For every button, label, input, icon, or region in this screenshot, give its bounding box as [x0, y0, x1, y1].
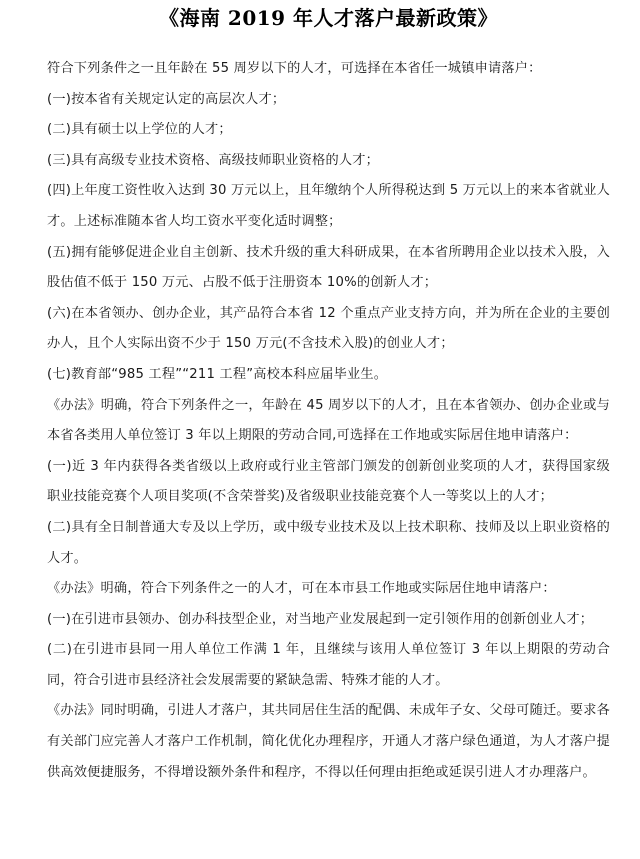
paragraph-item-6: (六)在本省领办、创办企业，其产品符合本省 12 个重点产业支持方向，并为所在企业的主要创办人，且个人实际出资不少于 150 万元(不含技术入股)的创业人才；: [47, 305, 610, 352]
paragraph-item-3-2: (二)在引进市县同一用人单位工作满 1 年，且继续与该用人单位签订 3 年以上期限的劳动合同，符合引进市县经济社会发展需要的紧缺急需、特殊才能的人才。: [47, 642, 610, 688]
document-body: [47, 54, 610, 788]
paragraph-item-2: (二)具有硕士以上学位的人才；: [47, 122, 232, 138]
paragraph-item-3: (三)具有高级专业技术资格、高级技师职业资格的人才；: [47, 152, 379, 168]
paragraph-closing: 《办法》同时明确，引进人才落户，其共同居住生活的配偶、未成年子女、父母可随迁。要求各有关部门应完善人才落户工作机制，简化优化办理程序，开通人才落户绿色通道，为人才落户提供高效便捷服务，不得增设额外条件和程序，不得以任何理由拒绝或延误引进人才办理落户。: [47, 703, 610, 780]
paragraph-item-3-1: (一)在引进市县领办、创办科技型企业，对当地产业发展起到一定引领作用的创新创业人才；: [47, 611, 594, 627]
paragraph-item-1: (一)按本省有关规定认定的高层次人才；: [47, 91, 286, 107]
paragraph-intro-2: 《办法》明确，符合下列条件之一，年龄在 45 周岁以下的人才，且在本省领办、创办企业或与本省各类用人单位签订 3 年以上期限的劳动合同,可选择在工作地或实际居住地申请落户：: [47, 397, 610, 444]
paragraph-item-4: (四)上年度工资性收入达到 30 万元以上，且年缴纳个人所得税达到 5 万元以上的来本省就业人才。上述标准随本省人均工资水平变化适时调整；: [47, 183, 610, 229]
paragraph-item-2-1: (一)近 3 年内获得各类省级以上政府或行业主管部门颁发的创新创业奖项的人才，获得国家级职业技能竞赛个人项目奖项(不含荣誉奖)及省级职业技能竞赛个人一等奖以上的人才；: [47, 458, 610, 505]
paragraph-item-7: (七)教育部“985 工程”“211 工程”高校本科应届毕业生。: [47, 366, 388, 382]
document-title: 《海南 2019 年人才落户最新政策》: [158, 6, 499, 30]
paragraph-intro-3: 《办法》明确，符合下列条件之一的人才，可在本市县工作地或实际居住地申请落户：: [47, 581, 556, 597]
paragraph-item-2-2: (二)具有全日制普通大专及以上学历，或中级专业技术及以上技术职称、技师及以上职业资格的人才。: [47, 519, 610, 566]
paragraph-intro-1: 符合下列条件之一且年龄在 55 周岁以下的人才，可选择在本省任一城镇申请落户：: [47, 61, 542, 76]
paragraph-item-5: (五)拥有能够促进企业自主创新、技术升级的重大科研成果，在本省所聘用企业以技术入股，入股估值不低于 150 万元、占股不低于注册资本 10%的创新人才；: [47, 244, 610, 291]
title-spacer: [47, 46, 610, 54]
